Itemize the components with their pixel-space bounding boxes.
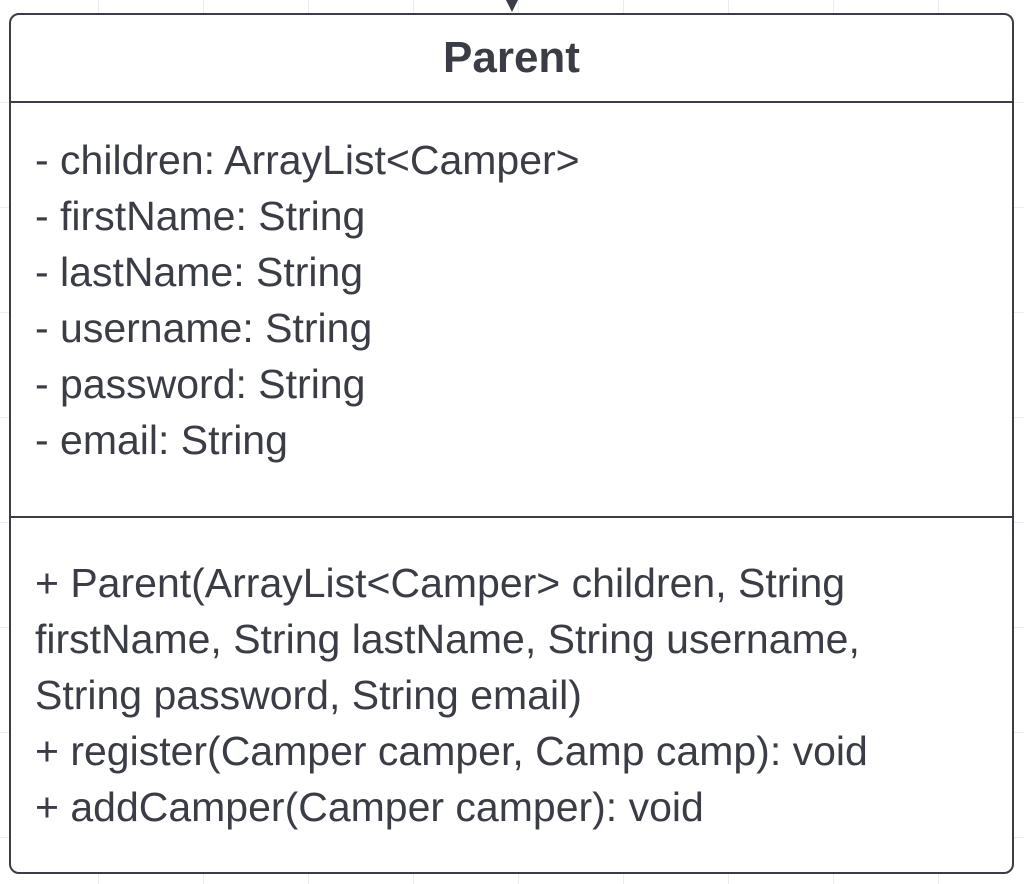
method-row: firstName, String lastName, String username,	[35, 616, 860, 662]
methods-compartment	[11, 518, 1012, 835]
method-row: + Parent(ArrayList<Camper> children, String	[35, 560, 846, 606]
attribute-row: - children: ArrayList<Camper>	[35, 137, 580, 183]
attribute-row: - username: String	[35, 305, 373, 351]
class-header	[11, 15, 1012, 103]
method-row: + addCamper(Camper camper): void	[35, 784, 704, 830]
attribute-row: - email: String	[35, 417, 288, 463]
uml-class-box[interactable]	[9, 13, 1014, 874]
attribute-row: - password: String	[35, 361, 366, 407]
method-row: + register(Camper camper, Camp camp): void	[35, 728, 868, 774]
attribute-row: - firstName: String	[35, 193, 366, 239]
arrowhead-icon	[506, 0, 518, 12]
class-name: Parent	[443, 33, 580, 82]
attributes-compartment	[11, 103, 1012, 518]
attribute-row: - lastName: String	[35, 249, 364, 295]
method-row: String password, String email)	[35, 672, 582, 718]
